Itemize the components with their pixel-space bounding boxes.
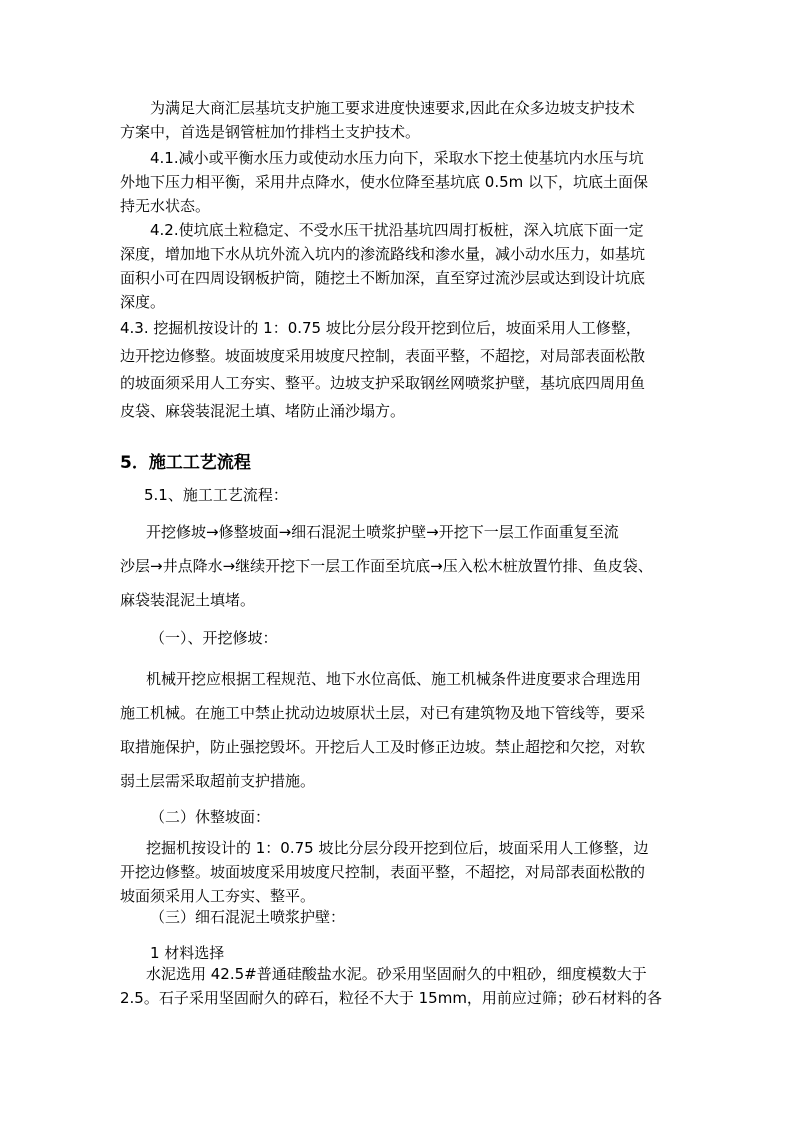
text-line: 开挖边修整。坡面坡度采用坡度尺控制，表面平整，不超挖，对局部表面松散的 xyxy=(120,863,646,881)
text-line: 深度，增加地下水从坑外流入坑内的渗流路线和渗水量，减小动水压力，如基坑 xyxy=(120,245,646,263)
subsection-heading: （一）、开挖修坡： xyxy=(150,629,278,647)
subsection-heading: 5.1、施工工艺流程： xyxy=(144,486,288,504)
text-line: 的坡面须采用人工夯实、整平。边坡支护采取钢丝网喷浆护壁，基坑底四周用鱼 xyxy=(120,374,646,392)
list-heading: 1 材料选择 xyxy=(150,944,225,962)
text-line: 弱土层需采取超前支护措施。 xyxy=(120,772,316,790)
paragraph-materials xyxy=(120,962,676,1010)
text-line: 麻袋装混泥土填堵。 xyxy=(120,591,256,609)
text-line: 皮袋、麻袋装混泥土填、堵防止涌沙塌方。 xyxy=(120,401,406,420)
text-line: 坡面须采用人工夯实、整平。 xyxy=(120,887,316,905)
paragraph-flow xyxy=(120,515,676,617)
text-line: 外地下压力相平衡，采用井点降水，使水位降至基坑底 0.5m 以下，坑底土面保 xyxy=(120,173,649,191)
paragraph-4-1 xyxy=(120,146,676,218)
text-line: 开挖修坡→修整坡面→细石混泥土喷浆护壁→开挖下一层工作面重复至流 xyxy=(146,523,619,541)
text-line: 水泥选用 42.5#普通硅酸盐水泥。砂采用坚固耐久的中粗砂，细度模数大于 xyxy=(146,965,647,983)
text-line: 施工机械。在施工中禁止扰动边坡原状土层，对已有建筑物及地下管线等，要采 xyxy=(120,704,646,722)
text-line: 4.3. 挖掘机按设计的 1：0.75 坡比分层分段开挖到位后，坡面采用人工修整， xyxy=(120,319,641,337)
text-line: 方案中，首选是钢管桩加竹排档土支护技术。 xyxy=(120,123,421,141)
text-line: 取措施保护，防止强挖毁坏。开挖后人工及时修正边坡。禁止超挖和欠挖，对软 xyxy=(120,738,646,756)
text-line: 边开挖边修整。坡面坡度采用坡度尺控制，表面平整，不超挖，对局部表面松散 xyxy=(120,346,646,365)
paragraph-excavation xyxy=(120,662,676,798)
text-line: 沙层→井点降水→继续开挖下一层工作面至坑底→压入松木桩放置竹排、鱼皮袋、 xyxy=(120,557,653,575)
text-line: 4.2.使坑底土粒稳定、不受水压干扰沿基坑四周打板桩，深入坑底下面一定 xyxy=(150,221,644,239)
text-line: 机械开挖应根据工程规范、地下水位高低、施工机械条件进度要求合理选用 xyxy=(146,670,642,688)
paragraph-4-3 xyxy=(120,315,676,425)
text-line: 2.5。石子采用坚固耐久的碎石，粒径不大于 15mm，用前应过筛；砂石材料的各 xyxy=(120,989,662,1007)
text-line: 深度。 xyxy=(120,293,166,311)
paragraph-4-2 xyxy=(120,218,676,314)
text-line: 为满足大商汇层基坑支护施工要求进度快速要求,因此在众多边坡支护技术 xyxy=(150,99,635,117)
subsection-heading: （二）休整坡面： xyxy=(150,808,271,826)
text-line: 持无水状态。 xyxy=(120,197,211,215)
subsection-heading: （三）细石混泥土喷浆护壁： xyxy=(150,908,346,926)
text-line: 挖掘机按设计的 1：0.75 坡比分层分段开挖到位后，坡面采用人工修整，边 xyxy=(146,839,649,857)
paragraph-trimming xyxy=(120,836,676,908)
text-line: 4.1.减小或平衡水压力或使动水压力向下，采取水下挖土使基坑内水压与坑 xyxy=(150,149,644,167)
paragraph-intro xyxy=(120,96,676,144)
section-heading: 5．施工工艺流程 xyxy=(120,453,251,473)
text-line: 面积小可在四周设钢板护筒，随挖土不断加深，直至穿过流沙层或达到设计坑底 xyxy=(120,269,646,287)
